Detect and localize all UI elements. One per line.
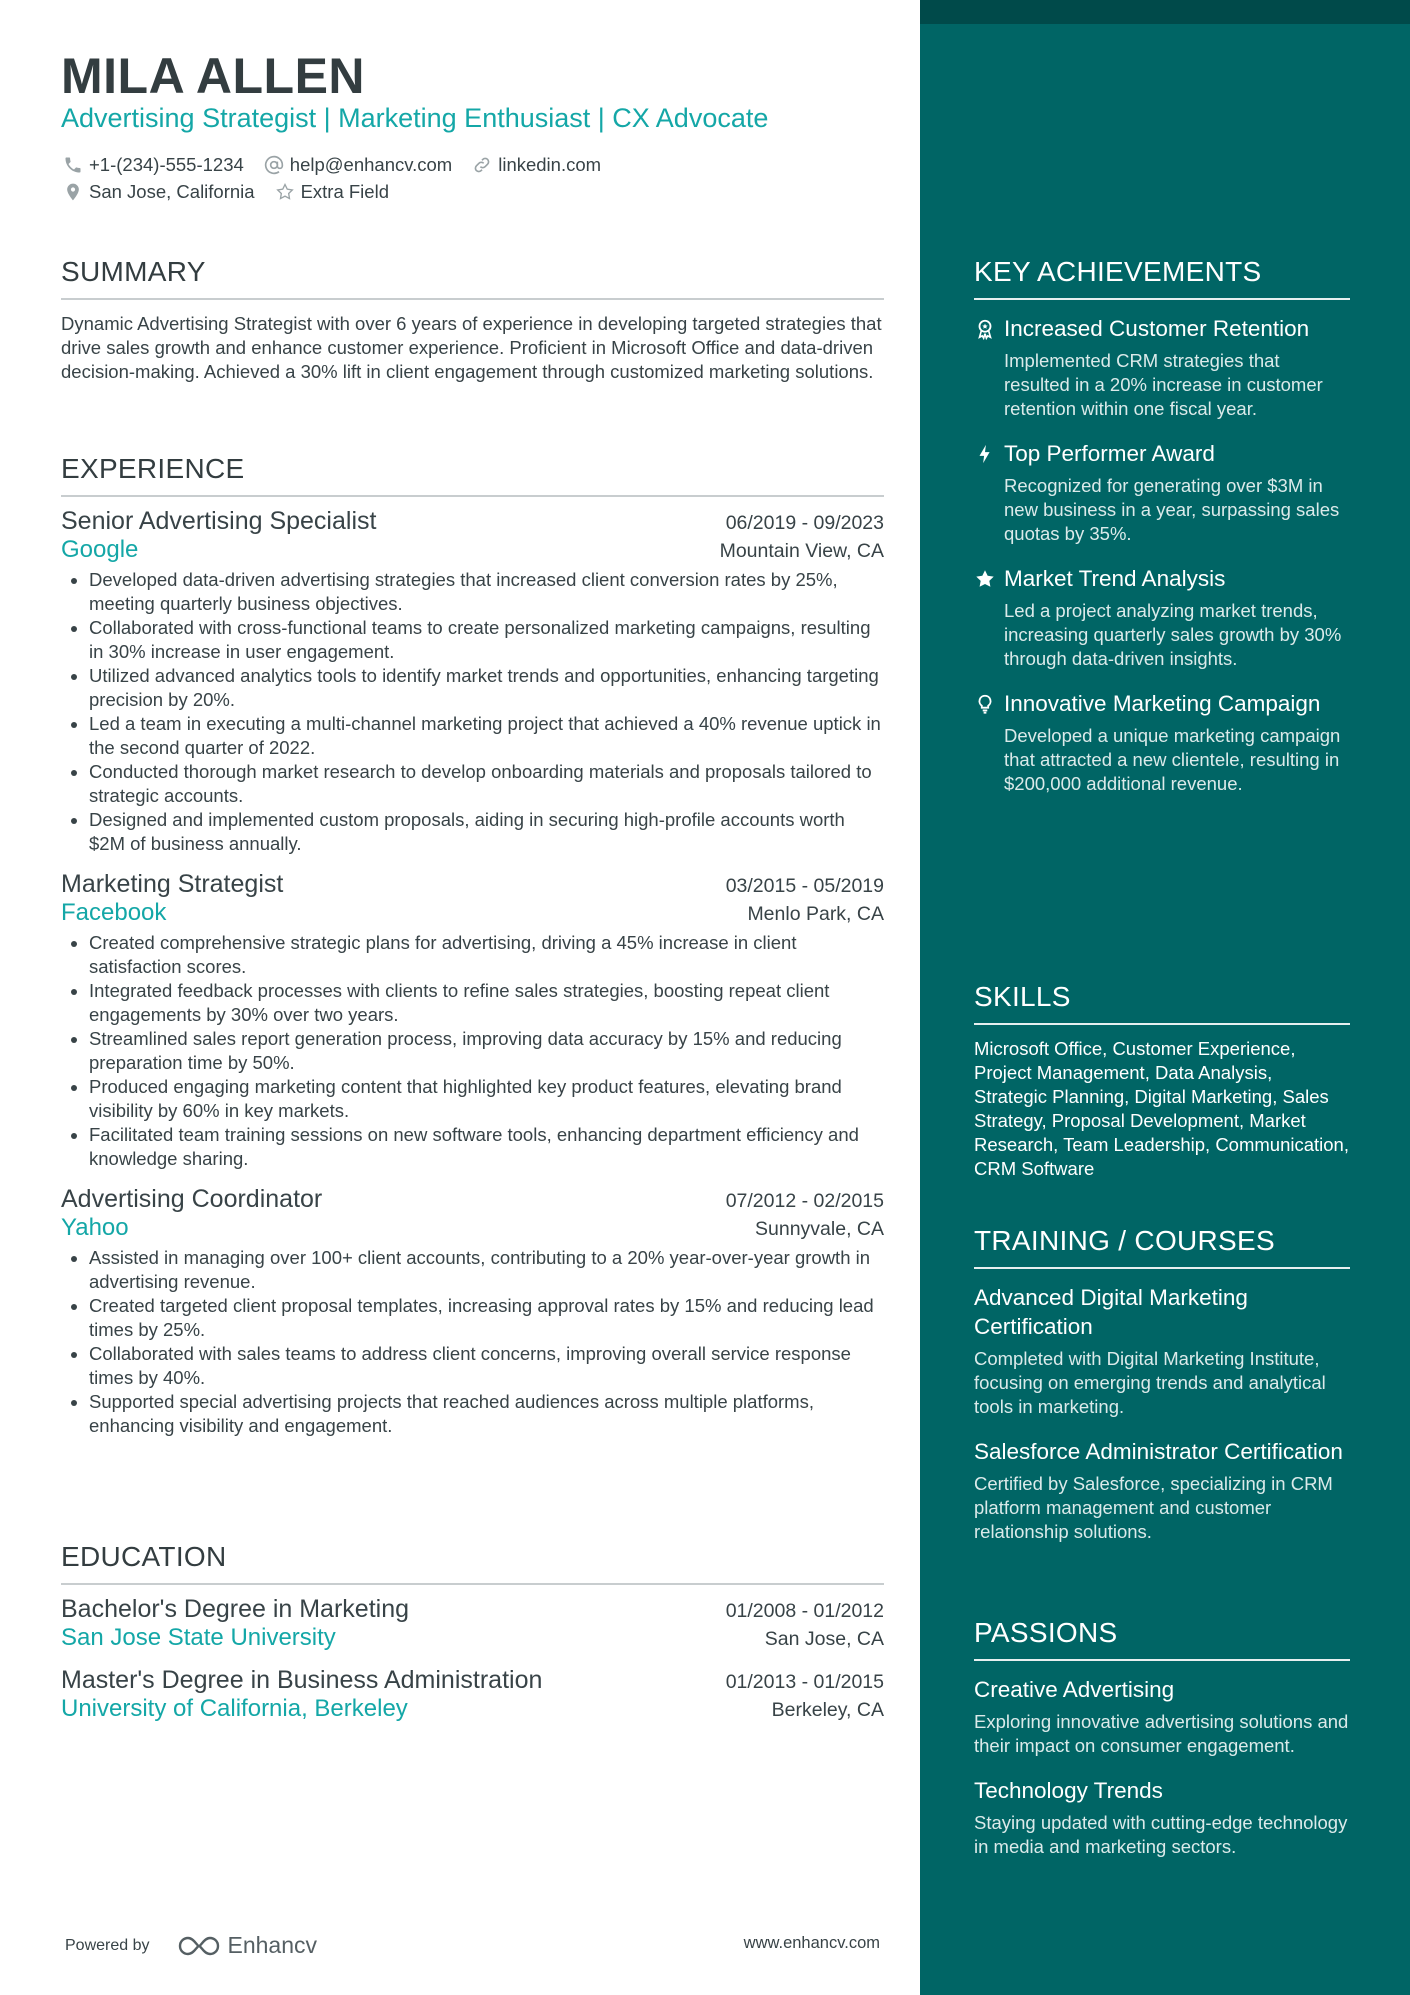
summary-section — [61, 256, 884, 384]
job-company[interactable]: Facebook — [61, 899, 167, 926]
achievement-item — [974, 564, 1350, 671]
enhancv-logo[interactable] — [176, 1932, 318, 1959]
summary-heading: SUMMARY — [61, 256, 206, 287]
degree-title: Master's Degree in Business Administration — [61, 1666, 543, 1694]
achievement-item — [974, 314, 1350, 421]
contact-info — [63, 151, 621, 205]
bullet-item: • Designed and implemented custom proposals, aiding in securing high-profile accounts worth $2M of business annually. — [89, 808, 884, 856]
enhancv-logo-icon — [176, 1934, 222, 1958]
education-dates: 01/2013 - 01/2015 — [725, 1671, 884, 1693]
bullet-item: • Utilized advanced analytics tools to identify market trends and opportunities, enhancing targeting precision by 20%. — [89, 664, 884, 712]
job-location: Mountain View, CA — [719, 540, 884, 562]
powered-by-label: Powered by — [65, 1936, 150, 1954]
job-bullets — [61, 568, 884, 856]
passion-title: Technology Trends — [974, 1778, 1163, 1803]
achievement-description: Developed a unique marketing campaign that attracted a new clientele, resulting in $200,000 additional revenue. — [1004, 725, 1341, 794]
at-icon — [264, 155, 284, 175]
degree-title: Bachelor's Degree in Marketing — [61, 1595, 409, 1623]
phone-icon — [63, 155, 83, 175]
job-dates: 07/2012 - 02/2015 — [725, 1190, 884, 1212]
job-bullets — [61, 931, 884, 1171]
phone-contact[interactable] — [63, 154, 244, 176]
extra-contact — [275, 181, 389, 203]
education-entry — [61, 1595, 884, 1652]
experience-section — [61, 453, 884, 1438]
course-description: Completed with Digital Marketing Institute, focusing on emerging trends and analytical tools in marketing. — [974, 1348, 1326, 1417]
bullet-item: • Collaborated with cross-functional teams to create personalized marketing campaigns, resulting in 30% increase in user engagement. — [89, 616, 884, 664]
section-divider — [61, 298, 884, 300]
link-icon — [472, 155, 492, 175]
course-title: Advanced Digital Marketing Certification — [974, 1285, 1248, 1339]
course-title: Salesforce Administrator Certification — [974, 1439, 1343, 1464]
achievement-description: Led a project analyzing market trends, increasing quarterly sales growth by 30% through data-driven insights. — [1004, 600, 1342, 669]
job-dates: 06/2019 - 09/2023 — [725, 512, 884, 534]
section-divider — [974, 1659, 1350, 1661]
course-item — [974, 1437, 1350, 1544]
education-heading: EDUCATION — [61, 1541, 227, 1572]
bullet-item: • Developed data-driven advertising strategies that increased client conversion rates by 25%, meeting quarterly business objectives. — [89, 568, 884, 616]
job-title: Marketing Strategist — [61, 870, 284, 898]
skills-text: Microsoft Office, Customer Experience, Project Management, Data Analysis, Strategic Planning, Digital Marketing, Sales Strategy, Proposal Development, Market Research, Team Leadership, Communication, CRM Software — [974, 1038, 1349, 1179]
location-contact — [63, 181, 255, 203]
bullet-item: • Supported special advertising projects that reached audiences across multiple platforms, enhancing visibility and engagement. — [89, 1390, 884, 1438]
skills-heading: SKILLS — [974, 981, 1071, 1012]
sidebar-top-bar — [920, 0, 1410, 24]
lightning-icon — [974, 443, 996, 465]
passion-description: Exploring innovative advertising solutions and their impact on consumer engagement. — [974, 1711, 1349, 1756]
achievement-title: Market Trend Analysis — [1004, 566, 1226, 591]
achievement-title: Top Performer Award — [1004, 441, 1215, 466]
location-text: San Jose, California — [89, 180, 255, 202]
achievements-section — [974, 256, 1350, 796]
passion-description: Staying updated with cutting-edge technology in media and marketing sectors. — [974, 1812, 1348, 1857]
skills-section — [974, 981, 1350, 1181]
school-location: San Jose, CA — [764, 1628, 884, 1650]
training-section — [974, 1225, 1350, 1544]
section-divider — [974, 298, 1350, 300]
job-bullets — [61, 1246, 884, 1438]
achievement-title: Increased Customer Retention — [1004, 316, 1310, 341]
school-name[interactable]: University of California, Berkeley — [61, 1695, 408, 1722]
candidate-name: MILA ALLEN — [61, 48, 366, 104]
bullet-item: • Created comprehensive strategic plans for advertising, driving a 45% increase in client satisfaction scores. — [89, 931, 884, 979]
job-title: Advertising Coordinator — [61, 1185, 323, 1213]
school-location: Berkeley, CA — [771, 1699, 884, 1721]
achievement-item — [974, 439, 1350, 546]
bullet-item: • Conducted thorough market research to develop onboarding materials and proposals tailored to strategic accounts. — [89, 760, 884, 808]
award-icon — [974, 318, 996, 340]
passion-title: Creative Advertising — [974, 1677, 1175, 1702]
footer-url[interactable]: www.enhancv.com — [743, 1934, 880, 1952]
bullet-item: • Led a team in executing a multi-channel marketing project that achieved a 40% revenue uptick in the second quarter of 2022. — [89, 712, 884, 760]
summary-text: Dynamic Advertising Strategist with over 6 years of experience in developing targeted strategies that drive sales growth and enhance customer experience. Proficient in Microsoft Office and data-driven decision-making. Achieved a 30% lift in client engagement through customized marketing solutions. — [61, 313, 882, 382]
passions-section — [974, 1617, 1350, 1859]
extra-text: Extra Field — [300, 180, 389, 202]
achievement-description: Recognized for generating over $3M in new business in a year, surpassing sales quotas by 35%. — [1004, 475, 1340, 544]
achievement-item — [974, 689, 1350, 796]
bullet-item: • Collaborated with sales teams to address client concerns, improving overall service response times by 40%. — [89, 1342, 884, 1390]
course-description: Certified by Salesforce, specializing in CRM platform management and customer relationship solutions. — [974, 1473, 1333, 1542]
section-divider — [974, 1023, 1350, 1025]
linkedin-contact[interactable] — [472, 154, 601, 176]
education-section — [61, 1541, 884, 1723]
passion-item — [974, 1675, 1350, 1758]
email-contact[interactable] — [264, 154, 452, 176]
achievements-heading: KEY ACHIEVEMENTS — [974, 256, 1262, 287]
sidebar-column — [920, 0, 1410, 1995]
star-outline-icon — [275, 182, 295, 202]
course-item — [974, 1283, 1350, 1419]
job-entry — [61, 507, 884, 856]
passions-heading: PASSIONS — [974, 1617, 1118, 1648]
brand-text: Enhancv — [227, 1932, 318, 1958]
phone-text: +1-(234)-555-1234 — [89, 153, 244, 175]
bullet-item: • Streamlined sales report generation process, improving data accuracy by 15% and reducing preparation time by 50%. — [89, 1027, 884, 1075]
school-name[interactable]: San Jose State University — [61, 1624, 336, 1651]
achievement-title: Innovative Marketing Campaign — [1004, 691, 1321, 716]
job-location: Menlo Park, CA — [747, 903, 884, 925]
headline-tagline: Advertising Strategist | Marketing Enthusiast | CX Advocate — [61, 103, 769, 133]
training-heading: TRAINING / COURSES — [974, 1225, 1275, 1256]
bullet-item: • Produced engaging marketing content that highlighted key product features, elevating brand visibility by 60% in key markets. — [89, 1075, 884, 1123]
lightbulb-icon — [974, 693, 996, 715]
job-entry — [61, 870, 884, 1171]
section-divider — [61, 495, 884, 497]
section-divider — [974, 1267, 1350, 1269]
education-entry — [61, 1666, 884, 1723]
footer-powered-by — [65, 1932, 317, 1959]
bullet-item: • Assisted in managing over 100+ client accounts, contributing to a 20% year-over-year growth in advertising revenue. — [89, 1246, 884, 1294]
bullet-item: • Integrated feedback processes with clients to refine sales strategies, boosting repeat client engagements by 30% over two years. — [89, 979, 884, 1027]
email-text: help@enhancv.com — [289, 153, 453, 175]
bullet-item: • Created targeted client proposal templates, increasing approval rates by 15% and reducing lead times by 25%. — [89, 1294, 884, 1342]
section-divider — [61, 1583, 884, 1585]
job-company[interactable]: Google — [61, 536, 139, 563]
passion-item — [974, 1776, 1350, 1859]
linkedin-text: linkedin.com — [498, 153, 602, 175]
location-pin-icon — [63, 182, 83, 202]
bullet-item: • Facilitated team training sessions on new software tools, enhancing department efficiency and knowledge sharing. — [89, 1123, 884, 1171]
star-icon — [974, 568, 996, 590]
achievement-description: Implemented CRM strategies that resulted in a 20% increase in customer retention within one fiscal year. — [1004, 350, 1323, 419]
experience-heading: EXPERIENCE — [61, 453, 245, 484]
job-location: Sunnyvale, CA — [755, 1218, 884, 1240]
job-dates: 03/2015 - 05/2019 — [725, 875, 884, 897]
job-entry — [61, 1185, 884, 1438]
job-company[interactable]: Yahoo — [61, 1214, 129, 1241]
education-dates: 01/2008 - 01/2012 — [725, 1600, 884, 1622]
job-title: Senior Advertising Specialist — [61, 507, 377, 535]
